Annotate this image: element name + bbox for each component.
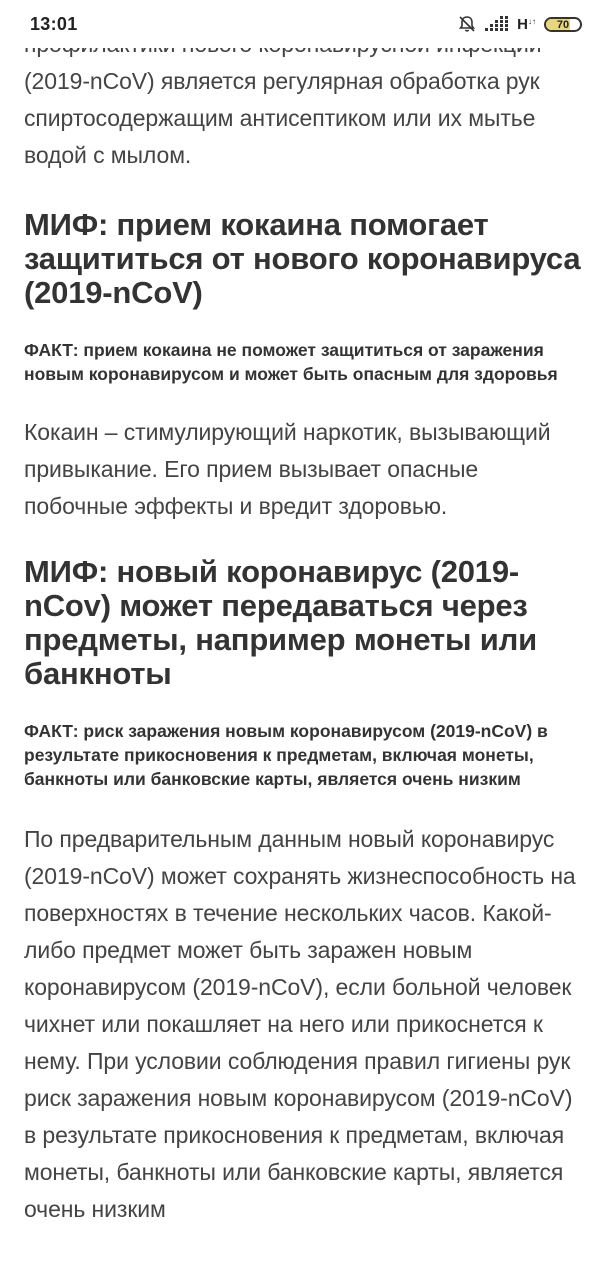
fact-subheading: ФАКТ: риск заражения новым коронавирусом (2019-nCoV) в результате прикосновения к предметам, включая монеты, банкноты или банковские карты, является очень низким [24, 721, 548, 789]
article-content [24, 26, 584, 1228]
status-bar [0, 0, 606, 48]
myth-heading: МИФ: новый коронавирус (2019-nCov) может передаваться через предметы, например монеты или банкноты [24, 554, 537, 691]
myth-heading: МИФ: прием кокаина помогает защититься от нового коронавируса (2019-nCoV) [24, 207, 581, 310]
article-paragraph: Кокаин – стимулирующий наркотик, вызывающий привыкание. Его прием вызывает опасные побочные эффекты и вредит здоровью. [24, 419, 551, 519]
article-paragraph: По предварительным данным новый коронавирус (2019-nCoV) может сохранять жизнеспособность на поверхностях в течение нескольких часов. Какой-либо предмет может быть заражен новым коронавирусом (2019-nCoV), если больной человек чихнет или покашляет на него или прикоснется к нему. При условии соблюдения правил гигиены рук риск заражения новым коронавирусом (2019-nCoV) в результате прикосновения к предметам, включая монеты, банкноты или банковские карты, является очень низким [24, 826, 576, 1222]
network-type-label: H [517, 15, 528, 33]
article-paragraph: (2019-nCoV) является регулярная обработка рук спиртосодержащим антисептиком или их мытье водой с мылом. [24, 68, 540, 168]
signal-icon [485, 16, 509, 32]
status-icons [457, 14, 578, 34]
fact-subheading: ФАКТ: прием кокаина не поможет защититься от заражения новым коронавирусом и может быть опасным для здоровья [24, 340, 558, 384]
network-type [517, 16, 536, 33]
status-time: 13:01 [30, 13, 78, 34]
battery-level: 70 [556, 18, 570, 31]
network-activity: ↓↑ [528, 16, 536, 26]
bell-off-icon [457, 14, 477, 34]
battery [544, 17, 582, 32]
battery-icon [544, 17, 578, 32]
